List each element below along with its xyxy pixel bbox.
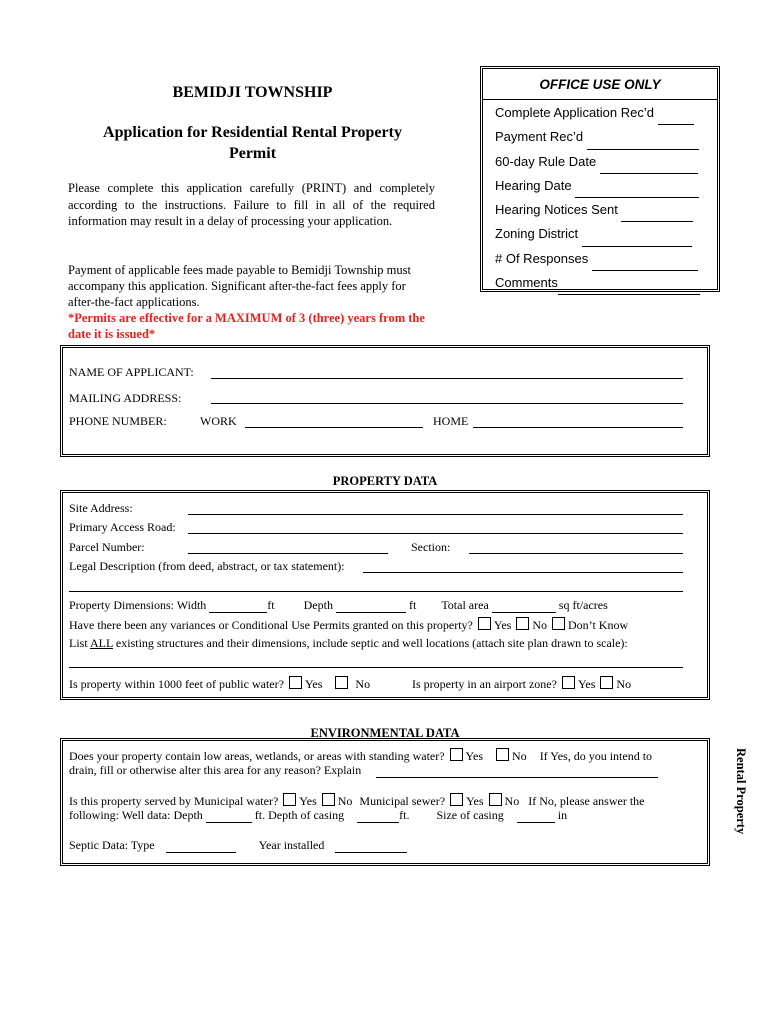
property-dimensions-row: Property Dimensions: Width ft Depth ft Total area sq ft/acres xyxy=(69,598,608,612)
variance-yes-checkbox[interactable] xyxy=(478,617,491,630)
office-use-fields xyxy=(495,101,710,295)
office-comments-field[interactable]: Comments xyxy=(495,271,710,295)
page-title-line1: Application for Residential Rental Property xyxy=(103,124,402,141)
legal-description-input-2[interactable] xyxy=(69,579,683,592)
septic-type-input[interactable] xyxy=(166,840,236,853)
environmental-data-box xyxy=(60,738,710,866)
phone-label: PHONE NUMBER: xyxy=(69,414,167,428)
office-notices-field[interactable]: Hearing Notices Sent xyxy=(495,198,710,222)
well-data-row: following: Well data: Depth ft. Depth of casing ft. Size of casing in xyxy=(69,808,568,822)
public-water-row: Is property within 1000 feet of public water? Yes No xyxy=(69,677,371,691)
septic-year-input[interactable] xyxy=(335,840,407,853)
access-road-label: Primary Access Road: xyxy=(69,520,176,534)
casing-depth-input[interactable] xyxy=(357,810,399,823)
parcel-number-label: Parcel Number: xyxy=(69,540,145,554)
wetlands-explain-input[interactable] xyxy=(376,765,658,778)
municipal-services-row: Is this property served by Municipal water? Yes No Municipal sewer? Yes No If No, please answer the xyxy=(69,794,645,808)
airport-no-checkbox[interactable] xyxy=(600,676,613,689)
structures-input[interactable] xyxy=(69,655,683,668)
variance-dont-know-checkbox[interactable] xyxy=(552,617,565,630)
structures-label: List ALL existing structures and their dimensions, include septic and well locations (attach site plan drawn to scale): xyxy=(69,636,628,650)
depth-input[interactable] xyxy=(336,600,406,613)
variance-row: Have there been any variances or Conditional Use Permits granted on this property? Yes No Don’t Know xyxy=(69,618,629,632)
side-label: Rental Property xyxy=(734,748,748,835)
environmental-data-heading: ENVIRONMENTAL DATA xyxy=(310,726,460,740)
section-label: Section: xyxy=(411,540,451,554)
site-address-input[interactable] xyxy=(188,502,683,515)
mailing-address-input[interactable] xyxy=(211,391,683,404)
office-use-title: OFFICE USE ONLY xyxy=(539,77,661,92)
property-data-box xyxy=(60,490,710,700)
variance-no-checkbox[interactable] xyxy=(516,617,529,630)
public-water-yes-checkbox[interactable] xyxy=(289,676,302,689)
total-area-input[interactable] xyxy=(492,600,556,613)
office-responses-field[interactable]: # Of Responses xyxy=(495,247,710,271)
casing-size-input[interactable] xyxy=(517,810,555,823)
airport-yes-checkbox[interactable] xyxy=(562,676,575,689)
well-depth-input[interactable] xyxy=(206,810,252,823)
applicant-box xyxy=(60,345,710,457)
site-address-label: Site Address: xyxy=(69,501,133,515)
office-complete-field[interactable]: Complete Application Rec’d xyxy=(495,101,710,125)
office-use-box xyxy=(480,66,720,292)
muni-water-no-checkbox[interactable] xyxy=(322,793,335,806)
section-input[interactable] xyxy=(469,541,683,554)
legal-description-input[interactable] xyxy=(363,560,683,573)
office-rule-date-field[interactable]: 60-day Rule Date xyxy=(495,150,710,174)
width-input[interactable] xyxy=(209,600,267,613)
muni-sewer-yes-checkbox[interactable] xyxy=(450,793,463,806)
applicant-name-label: NAME OF APPLICANT: xyxy=(69,365,194,379)
wetlands-row: Does your property contain low areas, wetlands, or areas with standing water? Yes No If Yes, do you intend to xyxy=(69,749,653,763)
instructions-paragraph: Please complete this application carefully (PRINT) and completely according to the instructions. Failure to fill in all of the required information may result in a delay of processing your application. xyxy=(68,181,435,228)
township-title: BEMIDJI TOWNSHIP xyxy=(172,84,333,101)
office-payment-field[interactable]: Payment Rec’d xyxy=(495,125,710,149)
septic-row: Septic Data: Type Year installed xyxy=(69,838,407,853)
mailing-address-label: MAILING ADDRESS: xyxy=(69,391,182,405)
legal-description-label: Legal Description (from deed, abstract, or tax statement): xyxy=(69,559,345,573)
wetlands-no-checkbox[interactable] xyxy=(496,748,509,761)
office-zoning-field[interactable]: Zoning District xyxy=(495,222,710,246)
property-data-heading: PROPERTY DATA xyxy=(332,474,438,488)
access-road-input[interactable] xyxy=(188,521,683,534)
public-water-no-checkbox[interactable] xyxy=(335,676,348,689)
wetlands-yes-checkbox[interactable] xyxy=(450,748,463,761)
page-title xyxy=(60,122,445,164)
fees-paragraph: Payment of applicable fees made payable to Bemidji Township must accompany this application. Significant after-the-fact fees apply for after-the-fact applications. xyxy=(68,263,411,309)
permit-duration-note: *Permits are effective for a MAXIMUM of 3 (three) years from the date it is issued* xyxy=(68,311,425,341)
page-title-line2: Permit xyxy=(228,145,277,162)
phone-home-input[interactable] xyxy=(473,415,683,428)
muni-water-yes-checkbox[interactable] xyxy=(283,793,296,806)
phone-home-label: HOME xyxy=(433,414,469,428)
parcel-number-input[interactable] xyxy=(188,541,388,554)
applicant-name-input[interactable] xyxy=(211,366,683,379)
airport-zone-row: Is property in an airport zone? Yes No xyxy=(412,677,632,691)
phone-work-label: WORK xyxy=(200,414,237,428)
wetlands-explain-row: drain, fill or otherwise alter this area for any reason? Explain xyxy=(69,763,658,778)
office-hearing-date-field[interactable]: Hearing Date xyxy=(495,174,710,198)
muni-sewer-no-checkbox[interactable] xyxy=(489,793,502,806)
phone-work-input[interactable] xyxy=(245,415,423,428)
